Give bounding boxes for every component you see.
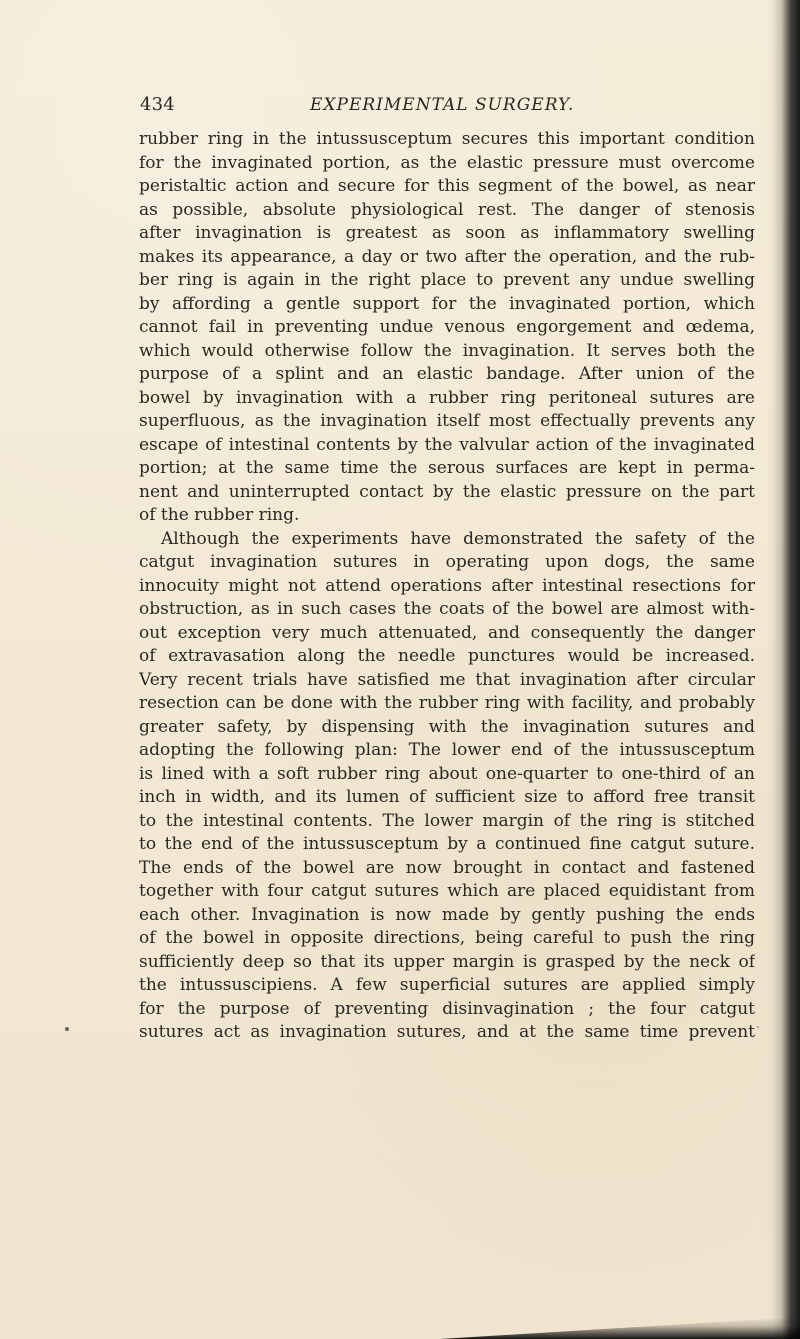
text-line: of extravasation along the needle punctures would be increased.	[139, 646, 755, 666]
text-line: peristaltic action and secure for this segment of the bowel, as near	[139, 176, 755, 196]
text-line: escape of intestinal contents by the valvular action of the invaginated	[139, 434, 755, 455]
text-line: rubber ring in the intussusceptum secures this important condition	[139, 129, 755, 149]
page-header	[140, 93, 720, 117]
text-line: to the end of the intussusceptum by a continued fine catgut suture.	[139, 834, 755, 854]
text-line: makes its appearance, a day or two after the operation, and the rub-	[139, 246, 755, 267]
text-line: greater safety, by dispensing with the invagination sutures and	[139, 716, 755, 737]
text-line: which would otherwise follow the invagination. It serves both the	[139, 340, 755, 361]
paper-speck	[65, 1027, 69, 1031]
text-line: The ends of the bowel are now brought in contact and fastened	[139, 857, 755, 878]
text-line: sufficiently deep so that its upper margin is grasped by the neck of	[139, 951, 755, 972]
text-line: nent and uninterrupted contact by the elastic pressure on the part	[139, 481, 755, 502]
paragraph-1	[139, 128, 755, 528]
text-line: ber ring is again in the right place to prevent any undue swelling	[139, 270, 755, 290]
text-line: for the purpose of preventing disinvagination ; the four catgut	[139, 998, 755, 1019]
text-line: purpose of a splint and an elastic bandage. After union of the	[139, 364, 755, 384]
body-text	[139, 128, 755, 1045]
bottom-corner-shadow	[440, 1317, 800, 1339]
text-line: the intussuscipiens. A few superficial sutures are applied simply	[139, 975, 755, 995]
running-head: EXPERIMENTAL SURGERY.	[310, 95, 575, 115]
text-line: by affording a gentle support for the invaginated portion, which	[139, 293, 755, 314]
text-line: to the intestinal contents. The lower margin of the ring is stitched	[139, 810, 755, 831]
text-line: for the invaginated portion, as the elastic pressure must overcome	[139, 152, 755, 173]
text-line: out exception very much attenuated, and consequently the danger	[139, 622, 755, 643]
page-edge-shadow	[766, 0, 800, 1339]
text-line: Although the experiments have demonstrated the safety of the	[161, 528, 755, 549]
text-line: of the bowel in opposite directions, being careful to push the ring	[139, 928, 755, 948]
text-line: bowel by invagination with a rubber ring peritoneal sutures are	[139, 387, 755, 408]
text-line: resection can be done with the rubber ring with facility, and probably	[139, 693, 755, 713]
text-line: inch in width, and its lumen of sufficient size to afford free transit	[139, 787, 755, 807]
text-line: cannot fail in preventing undue venous engorgement and œdema,	[139, 317, 755, 337]
text-line: each other. Invagination is now made by gently pushing the ends	[139, 904, 755, 925]
text-line: obstruction, as in such cases the coats of the bowel are almost with-	[139, 599, 755, 619]
text-line: innocuity might not attend operations after intestinal resections for	[139, 575, 755, 596]
text-line: after invagination is greatest as soon as inflammatory swelling	[139, 223, 755, 243]
text-line: as possible, absolute physiological rest. The danger of stenosis	[139, 199, 755, 220]
text-line: portion; at the same time the serous surfaces are kept in perma-	[139, 458, 755, 478]
text-line: of the rubber ring.	[139, 505, 300, 525]
paper-speck	[757, 1026, 759, 1028]
paragraph-2	[139, 528, 755, 1045]
text-line: adopting the following plan: The lower end of the intussusceptum	[139, 740, 755, 760]
text-line: catgut invagination sutures in operating upon dogs, the same	[139, 552, 755, 572]
text-line: is lined with a soft rubber ring about one-quarter to one-third of an	[139, 763, 755, 784]
text-line: superfluous, as the invagination itself most effectually prevents any	[139, 411, 755, 431]
text-line: Very recent trials have satisfied me that invagination after circular	[139, 669, 755, 690]
text-line: together with four catgut sutures which are placed equidistant from	[139, 881, 755, 901]
page-number: 434	[140, 94, 175, 115]
text-line: sutures act as invagination sutures, and at the same time prevent	[139, 1022, 755, 1042]
